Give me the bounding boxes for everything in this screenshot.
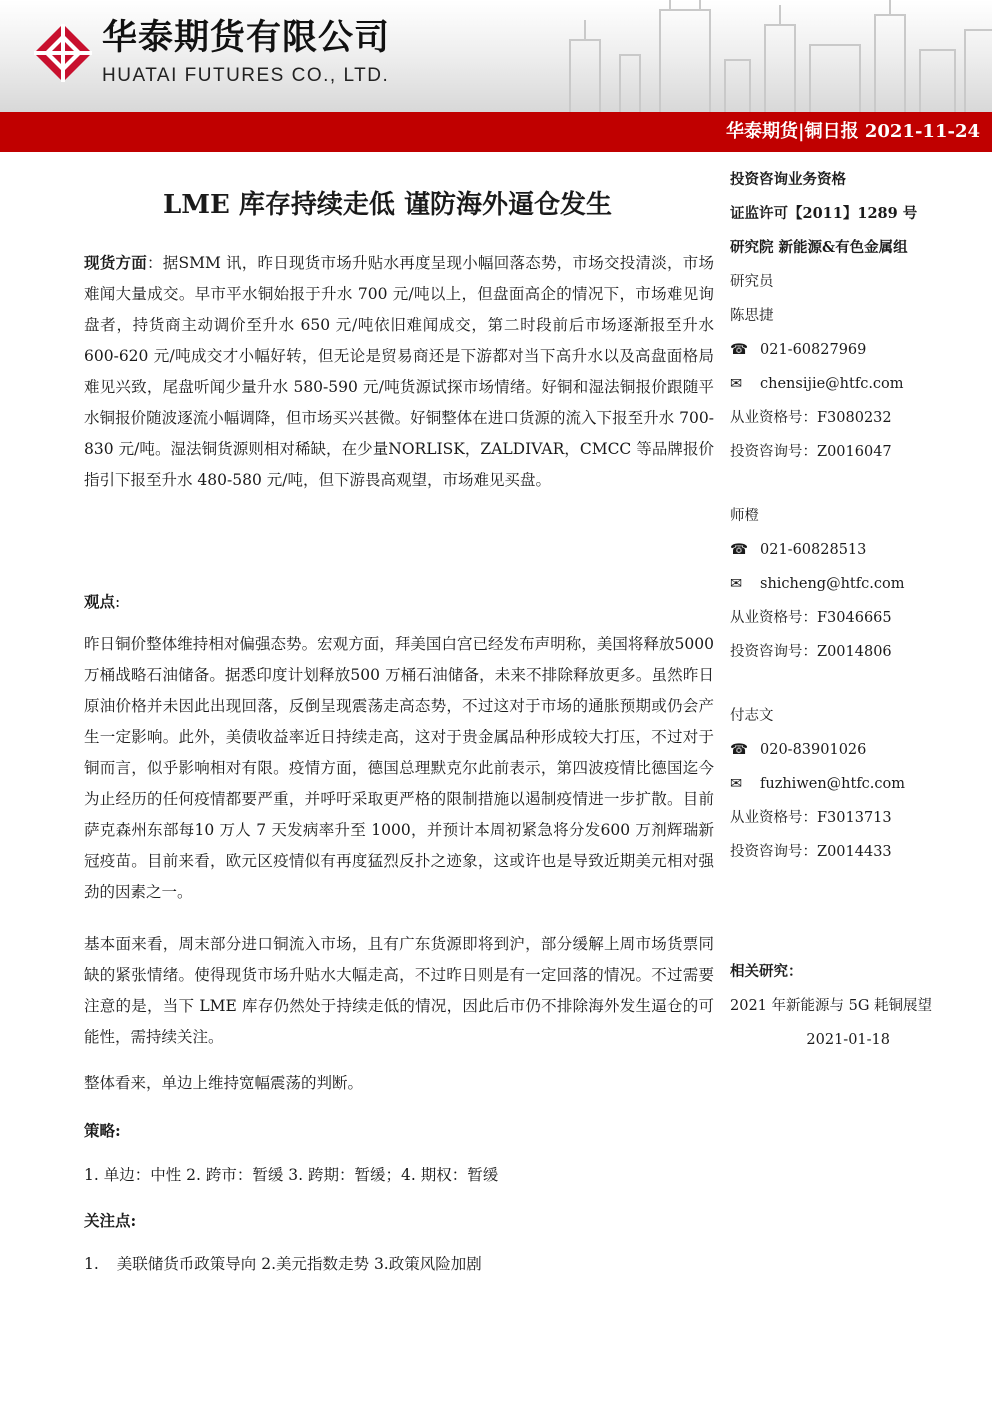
page-header [0,0,992,112]
phone-icon: ☎ [730,542,749,558]
spot-paragraph [84,247,714,496]
report-banner [0,112,992,152]
sidebar [730,163,980,1057]
analyst-qualification-no: 从业资格号：F3046665 [730,610,892,626]
analyst-advisory-no: 投资咨询号：Z0016047 [730,444,892,460]
license-number: 证监许可【2011】1289 号 [730,205,918,222]
analyst-email-row [730,767,980,801]
analyst-phone-row [730,333,980,367]
analyst-email-row [730,367,980,401]
strategy-heading: 策略 [84,1121,116,1140]
institute-name: 研究院 新能源&有色金属组 [730,239,908,256]
spot-text: ：据SMM 讯，昨日现货市场升贴水再度呈现小幅回落态势，市场交投清淡，市场难闻大量成交。早市平水铜始报于升水 700 元/吨以上，但盘面高企的情况下，市场难见询盘者，持货商主动调价至升水 650 元/吨依旧难闻成交，第二时段前后市场逐渐报至升水 600-620 元/吨成交才小幅好转，但无论是贸易商还是下游都对当下高升水以及高盘面格局难见兴致，尾盘听闻少量升水 580-590 元/吨货源试探市场情绪。好铜和湿法铜报价跟随平水铜报价随波逐流小幅调降，但市场买兴甚微。好铜整体在进口货源的流入下报至升水 700-830 元/吨。湿法铜货源则相对稀缺，在少量NORLISK，ZALDIVAR，CMCC 等品牌报价指引下报至升水 480-580 元/吨，但下游畏高观望，市场难见买盘。 [84,254,714,489]
analyst-name: 师橙 [730,508,759,524]
analyst-email-row [730,567,980,601]
analyst-qualification-no: 从业资格号：F3080232 [730,410,892,426]
email-icon: ✉ [730,776,743,792]
report-banner-text: 华泰期货|铜日报 2021-11-24 [726,121,980,142]
phone-icon: ☎ [730,342,749,358]
focus-number: 1. [84,1255,99,1273]
analyst-role: 研究员 [730,274,774,290]
spot-label: 现货方面 [84,253,147,272]
related-research-title: 相关研究： [730,963,803,980]
focus-heading-block [84,1205,714,1237]
strategy-section [84,1160,714,1191]
analyst-name: 付志文 [730,708,774,724]
analyst-phone-row [730,533,980,567]
focus-item [84,1249,714,1280]
analyst-advisory-no: 投资咨询号：Z0014433 [730,844,892,860]
related-research-link[interactable]: 2021 年新能源与 5G 耗铜展望 [730,998,933,1014]
analyst-phone: 020-83901026 [760,742,867,758]
analyst-qualification-no: 从业资格号：F3013713 [730,810,892,826]
focus-text: 美联储货币政策导向 2.美元指数走势 3.政策风险加剧 [116,1255,482,1273]
conclusion-section [84,1068,714,1099]
phone-icon: ☎ [730,742,749,758]
fundamentals-section [84,929,714,1053]
analyst-advisory-no: 投资咨询号：Z0014806 [730,644,892,660]
analyst-card [730,299,980,469]
analyst-phone-row [730,733,980,767]
view-section [84,629,714,908]
analyst-email[interactable]: fuzhiwen@htfc.com [760,776,906,792]
analyst-name: 陈思捷 [730,308,774,324]
report-title: LME 库存持续走低 谨防海外逼仓发生 [163,190,612,220]
strategy-heading-suffix: : [115,1121,121,1140]
qualification-title: 投资咨询业务资格 [730,171,846,188]
view-paragraph-1: 昨日铜价整体维持相对偏强态势。宏观方面，拜美国白宫已经发布声明称，美国将释放5000 万桶战略石油储备。据悉印度计划释放500 万桶石油储备，未来不排除释放更多。虽然昨日原油价格并未因此出现回落，反倒呈现震荡走高态势，不过这对于市场的通胀预期或仍会产生一定影响。此外，美债收益率近日持续走高，这对于贵金属品种形成较大打压，不过对于铜而言，似乎影响相对有限。疫情方面，德国总理默克尔此前表示，第四波疫情比德国迄今为止经历的任何疫情都要严重，并呼吁采取更严格的限制措施以遏制疫情进一步扩散。目前萨克森州东部每10 万人 7 天发病率升至 1000，并预计本周初紧急将分发600 万剂辉瑞新冠疫苗。目前来看，欧元区疫情似有再度猛烈反扑之迹象，这或许也是导致近期美元相对强劲的因素之一。 [84,635,714,901]
spot-section [84,247,714,496]
huatai-logo-icon [32,22,94,84]
view-heading-suffix: : [115,593,121,611]
focus-section [84,1249,714,1280]
strategy-text: 1. 单边：中性 2. 跨市：暂缓 3. 跨期：暂缓；4. 期权：暂缓 [84,1166,499,1184]
focus-heading-suffix: : [130,1211,137,1230]
analyst-email[interactable]: shicheng@htfc.com [760,576,905,592]
analyst-email[interactable]: chensijie@htfc.com [760,376,904,392]
focus-heading: 关注点 [84,1211,131,1230]
analyst-phone: 021-60828513 [760,542,867,558]
analyst-card [730,499,980,669]
email-icon: ✉ [730,576,743,592]
strategy-heading-block [84,1115,714,1147]
view-heading-block [84,586,714,618]
company-name-cn: 华泰期货有限公司 [102,18,391,58]
company-name-en: HUATAI FUTURES CO., LTD. [102,65,390,86]
view-heading: 观点 [84,592,116,611]
analyst-phone: 021-60827969 [760,342,867,358]
related-research-date: 2021-01-18 [806,1032,890,1048]
building-skyline-decoration [560,0,992,112]
view-paragraph-3: 整体看来，单边上维持宽幅震荡的判断。 [84,1074,364,1092]
view-paragraph-2: 基本面来看，周末部分进口铜流入市场，且有广东货源即将到沪，部分缓解上周市场货票同缺的紧张情绪。使得现货市场升贴水大幅走高，不过昨日则是有一定回落的情况。不过需要注意的是，当下 LME 库存仍然处于持续走低的情况，因此后市仍不排除海外发生逼仓的可能性，需持续关注。 [84,935,714,1046]
email-icon: ✉ [730,376,743,392]
analyst-card [730,699,980,869]
